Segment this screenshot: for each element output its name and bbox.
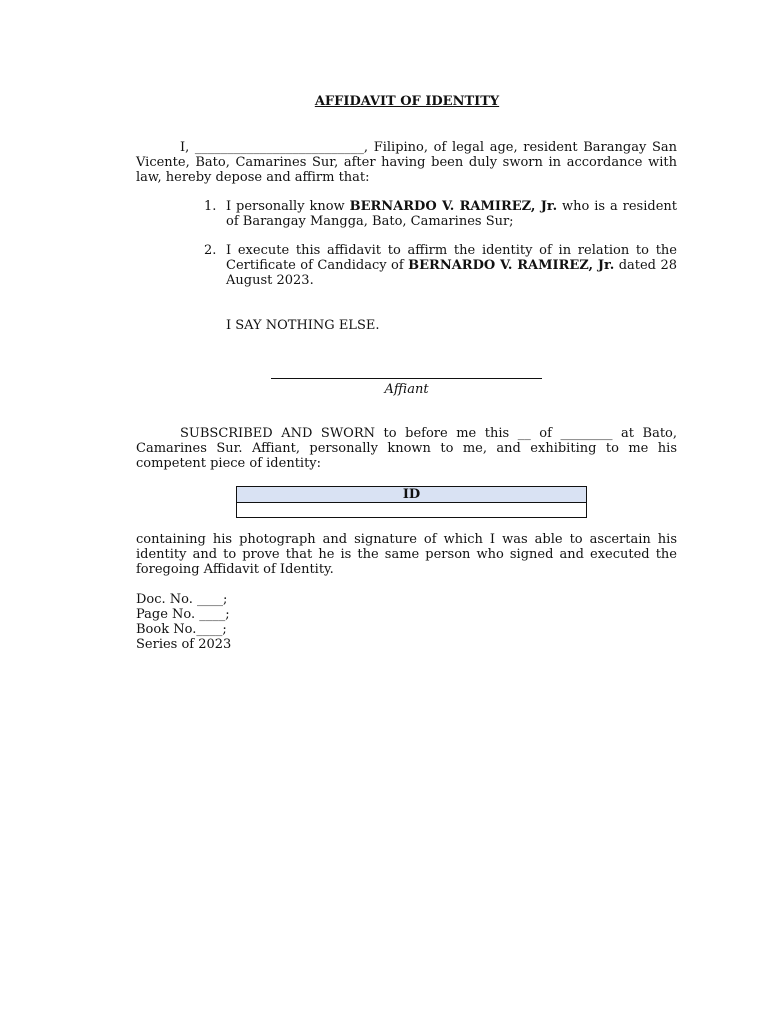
id-table-cell: [237, 503, 587, 518]
notarial-register: [136, 592, 231, 652]
page-no: Page No. ____;: [136, 607, 230, 622]
person-name: BERNARDO V. RAMIREZ, Jr.: [408, 258, 615, 273]
id-table: [236, 486, 587, 518]
id-table-header: ID: [237, 487, 587, 503]
list-number: 1.: [204, 199, 217, 214]
list-text: [226, 199, 677, 229]
person-name: BERNARDO V. RAMIREZ, Jr.: [349, 199, 558, 214]
closing-paragraph: containing his photograph and signature of which I was able to ascertain his identity and to prove that he is the same person who signed and executed the foregoing Affidavit of Identity.: [136, 532, 677, 577]
document-title: AFFIDAVIT OF IDENTITY: [314, 94, 500, 109]
statement-list: [204, 199, 677, 288]
item-text-after: who is a resident of Barangay Mangga, Bato, Camarines Sur;: [226, 199, 677, 229]
intro-rest: , Filipino, of legal age, resident Barangay San Vicente, Bato, Camarines Sur, after having been duly sworn in accordance with law, hereby depose and affirm that:: [136, 140, 677, 185]
list-item: [204, 243, 677, 288]
doc-no: Doc. No. ____;: [136, 592, 228, 607]
list-number: 2.: [204, 243, 217, 258]
item-text-before: I personally know: [226, 199, 350, 214]
list-text: [226, 243, 677, 288]
item-text-before: I execute this affidavit to affirm the identity of in relation to the Certificate of Candidacy of: [226, 243, 677, 273]
list-item: [204, 199, 677, 229]
affiant-label: Affiant: [384, 382, 429, 397]
intro-prefix: I,: [180, 140, 195, 155]
item-text-after: dated 28 August 2023.: [226, 258, 677, 288]
signature-line: [271, 378, 542, 379]
series: Series of 2023: [136, 637, 232, 652]
affiant-name-blank: __________________________: [194, 140, 364, 155]
jurat-paragraph: SUBSCRIBED AND SWORN to before me this __ of ________ at Bato, Camarines Sur. Affiant, personally known to me, and exhibiting to me his competent piece of identity:: [136, 426, 677, 471]
say-nothing-else: I SAY NOTHING ELSE.: [226, 318, 380, 333]
book-no: Book No.____;: [136, 622, 227, 637]
intro-paragraph: [136, 140, 677, 185]
